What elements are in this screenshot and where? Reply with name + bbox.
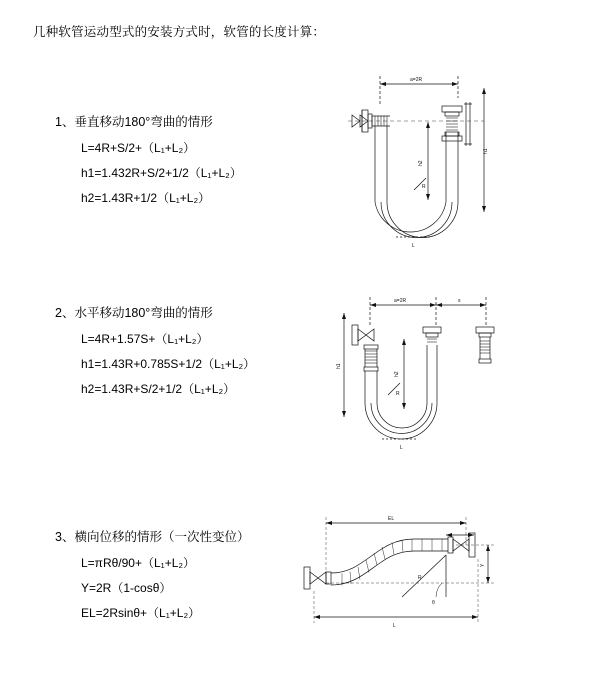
svg-text:R: R bbox=[422, 184, 426, 190]
section-2-formula-3: h2=1.43R+S/2+1/2（L₁+L₂） bbox=[81, 382, 236, 396]
page-title: 几种软管运动型式的安装方式时，软管的长度计算： bbox=[33, 25, 326, 39]
svg-text:s: s bbox=[458, 298, 461, 304]
section-2-title: 2、水平移动180°弯曲的情形 bbox=[55, 306, 213, 320]
section-1-formula-2: h1=1.432R+S/2+1/2（L₁+L₂） bbox=[81, 166, 242, 180]
svg-text:a=2R: a=2R bbox=[394, 298, 407, 304]
section-2-formula-2: h1=1.43R+0.785S+1/2（L₁+L₂） bbox=[81, 357, 256, 371]
svg-text:h1: h1 bbox=[336, 363, 342, 369]
section-3-title: 3、横向位移的情形（一次性变位） bbox=[55, 530, 250, 544]
section-1-formula-3: h2=1.43R+1/2（L₁+L₂） bbox=[81, 191, 211, 205]
svg-text:R: R bbox=[418, 575, 422, 581]
figure-3-lateral-offset bbox=[296, 505, 511, 645]
section-2 bbox=[55, 303, 255, 405]
section-3-formula-3: EL=2Rsinθ+（L₁+L₂） bbox=[81, 606, 201, 620]
svg-text:L: L bbox=[393, 623, 396, 629]
section-2-formula-1: L=4R+1.57S+（L₁+L₂） bbox=[81, 332, 209, 346]
section-1 bbox=[55, 112, 242, 214]
svg-text:h2: h2 bbox=[394, 371, 400, 377]
svg-text:R: R bbox=[396, 391, 400, 397]
section-1-formula-1: L=4R+S/2+（L₁+L₂） bbox=[81, 141, 196, 155]
svg-text:Y: Y bbox=[480, 563, 486, 567]
figure-1-vertical-180-bend bbox=[318, 62, 518, 262]
svg-text:L: L bbox=[412, 243, 415, 249]
section-3-formula-2: Y=2R（1-cosθ） bbox=[81, 581, 172, 595]
svg-text:EL: EL bbox=[388, 516, 395, 522]
section-3 bbox=[55, 527, 249, 629]
section-3-formula-1: L=πRθ/90+（L₁+L₂） bbox=[81, 556, 196, 570]
section-1-title: 1、垂直移动180°弯曲的情形 bbox=[55, 115, 213, 129]
svg-text:θ: θ bbox=[432, 600, 435, 606]
svg-text:L: L bbox=[400, 445, 403, 451]
svg-text:a=2R: a=2R bbox=[410, 77, 423, 83]
svg-text:h1: h1 bbox=[483, 148, 489, 154]
svg-text:h2: h2 bbox=[418, 160, 424, 166]
figure-2-horizontal-180-bend bbox=[318, 283, 518, 463]
